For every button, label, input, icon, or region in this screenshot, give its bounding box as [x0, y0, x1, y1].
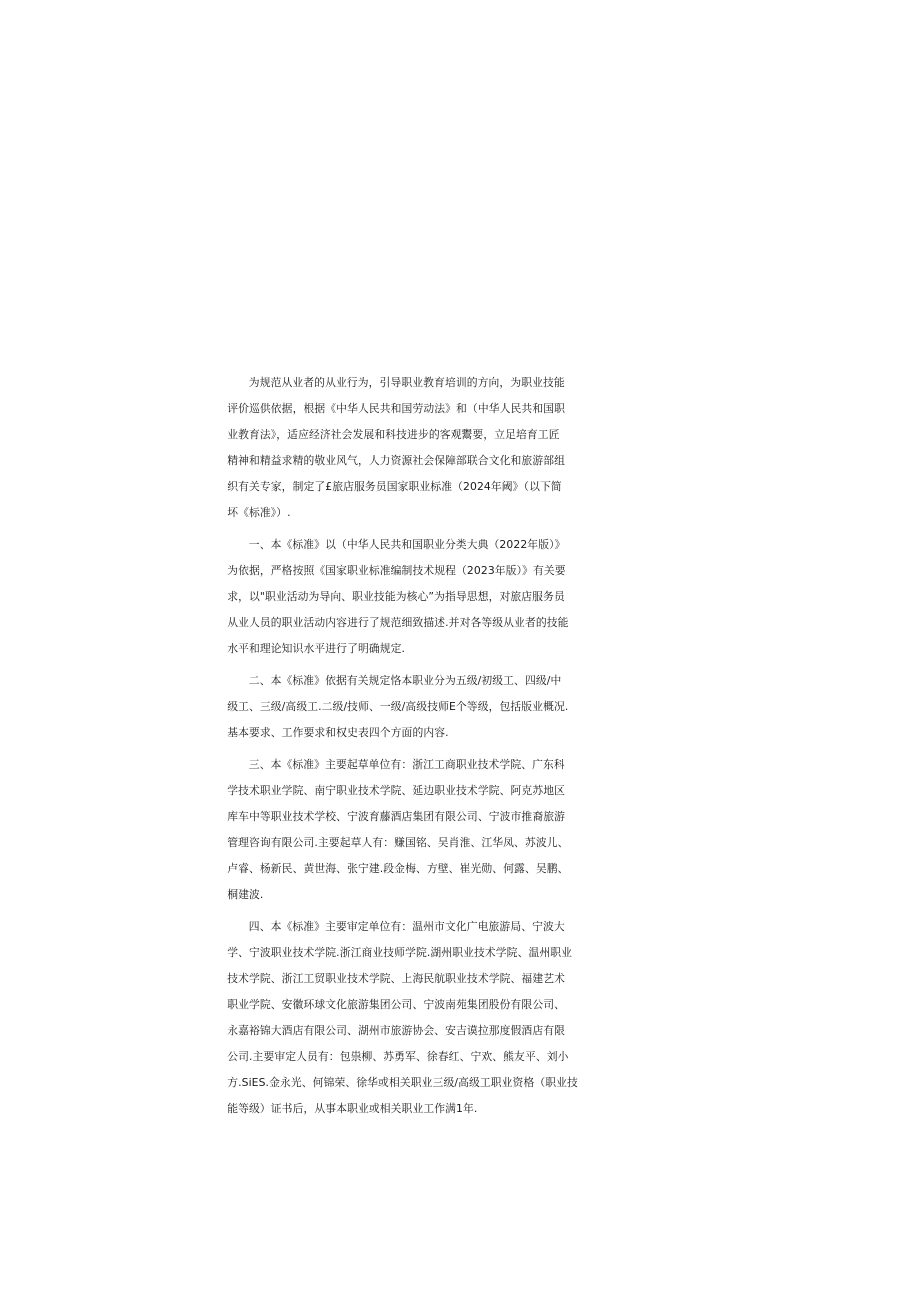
text-line: 从业人员的职业活动内容进行了规范细致描述.并对各等级从业者的技能 — [227, 616, 569, 629]
text-line: 二、本《标准》依据有关规定恪本职业分为五级/初级工、四级/中 — [248, 674, 562, 687]
text-line: 精神和精益求精的敬业风气，人力资源社会保障部联合文化和旅游部组 — [227, 454, 566, 467]
text-line: 技术学院、浙江工贸职业技术学院、上海民航职业技术学院、福建艺术 — [227, 972, 566, 985]
text-line: 学技术职业学院、南宁职业技术学院、延边职业技术学院、阿克苏地区 — [227, 784, 566, 797]
text-line: 学、宁波职业技术学院.浙江商业技师学院.湖州职业技术学院、温州职业 — [227, 946, 573, 959]
text-line: 三、本《标准》主要起草单位有：浙江工商职业技术学院、广东科 — [248, 758, 565, 771]
text-line: 桐建波. — [227, 888, 264, 901]
text-line: 求，以"职业活动为导向、职业技能为核心”为指导思想，对旅店服务员 — [227, 590, 565, 603]
text-line: 永嘉裕锦大酒店有限公司、湖州市旅游协会、安吉谟拉那度假酒店有限 — [227, 1024, 566, 1037]
text-line: 织有关专家，制定了£旅店服务员国家职业标准（2024年阈》（以下简 — [227, 480, 562, 493]
text-line: 为规范从业者的从业行为，引导职业教育培训的方向，为职业技能 — [248, 376, 565, 389]
text-line: 公司.主要审定人员有：包祟柳、苏勇军、徐春红、宁欢、熊友平、刘小 — [227, 1050, 569, 1063]
text-line: 库车中等职业技术学校、宁波育藤酒店集团有限公司、宁波市推裔旅游 — [227, 810, 566, 823]
body-text — [218, 370, 706, 1128]
text-line: 业教育法》，适应经济社会发展和科技进步的客观鬻要，立足培育工匠 — [227, 428, 560, 441]
text-line: 能等级）证书后，从事本职业或相关职业工作满1年. — [227, 1102, 478, 1115]
paragraph-item-2 — [218, 668, 706, 746]
text-line: 基本要求、工作要求和权史表四个方面的内容. — [227, 726, 449, 739]
paragraph-item-1 — [218, 532, 706, 662]
text-line: 四、本《标准》主要审定单位有：温州市文化广电旅游局、宁波大 — [248, 920, 565, 933]
text-line: 水平和理论知识水平进行了明确规定. — [227, 642, 406, 655]
text-line: 一、本《标准》以（中华人民共和国职业分类大典（2022年版）》 — [248, 538, 566, 551]
text-line: 评价巡供依据，根据《中华人民共和国劳动法》和（中华人民共和国职 — [227, 402, 566, 415]
text-line: 卢睿、杨新民、黄世海、张宁建.段金梅、方壁、崔光勋、何露、吴鹏、 — [227, 862, 569, 875]
text-line: 方.SiES.金永光、何锦荣、徐华或相关职业三级/高级工职业资格（职业技 — [227, 1076, 578, 1089]
text-line: 职业学院、安徽环球文化旅游集团公司、宁波南苑集团股份有限公司、 — [227, 998, 566, 1011]
text-line: 管理咨询有限公司.主要起草人有：赚国铭、吴肖淮、江华凤、苏波儿、 — [227, 836, 569, 849]
paragraph-item-4 — [218, 914, 706, 1122]
paragraph-item-3 — [218, 752, 706, 908]
text-line: 级工、三级/高级工.二级/技师、一级/高级技师E个等级，包括版业概况. — [227, 700, 569, 713]
text-line: 为依据，严格按照《国家职业标准编制技术规程（2023年版）》有关要 — [227, 564, 566, 577]
paragraph-preface — [218, 370, 706, 526]
text-line: 坏《标准》）. — [227, 506, 291, 519]
